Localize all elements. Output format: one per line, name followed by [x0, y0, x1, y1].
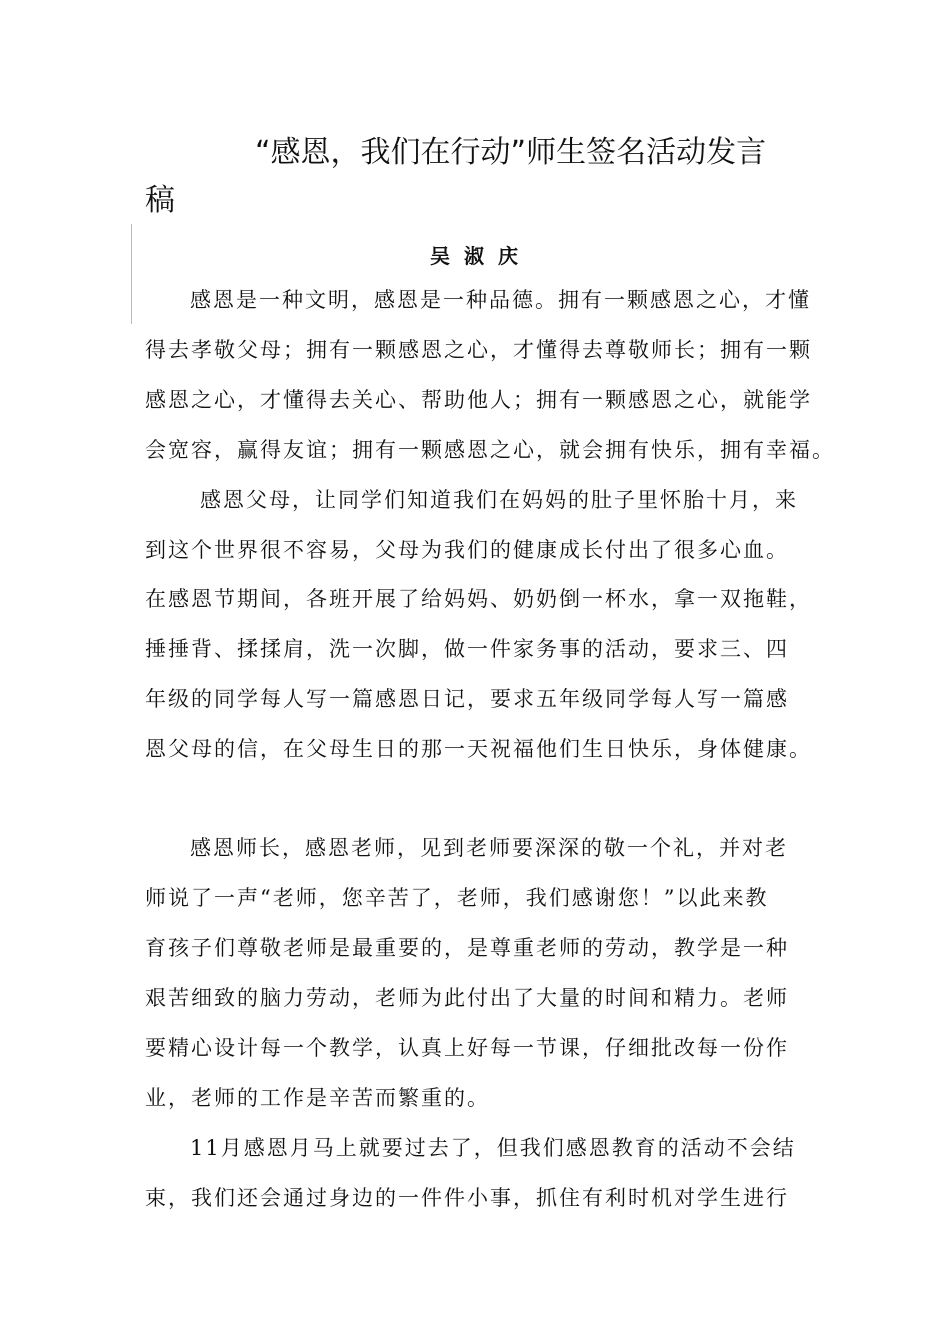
body-line: 在感恩节期间，各班开展了给妈妈、奶奶倒一杯水，拿一双拖鞋， [145, 587, 812, 611]
body-line: 捶捶背、揉揉肩，洗一次脚，做一件家务事的活动，要求三、四 [145, 637, 789, 661]
body-line: 师说了一声“老师，您辛苦了，老师，我们感谢您！”以此来教 [145, 886, 769, 910]
margin-line [131, 224, 132, 324]
body-line: 业，老师的工作是辛苦而繁重的。 [145, 1086, 490, 1110]
body-line: 年级的同学每人写一篇感恩日记，要求五年级同学每人写一篇感 [145, 687, 789, 711]
document-title-line-2: 稿 [145, 183, 175, 218]
body-line: 感恩父母，让同学们知道我们在妈妈的肚子里怀胎十月，来 [200, 488, 798, 512]
body-line: 会宽容，赢得友谊；拥有一颗感恩之心，就会拥有快乐，拥有幸福。 [145, 438, 835, 462]
body-line: 到这个世界很不容易，父母为我们的健康成长付出了很多心血。 [145, 538, 789, 562]
body-line: 艰苦细致的脑力劳动，老师为此付出了大量的时间和精力。老师 [145, 986, 789, 1010]
body-line: 11月感恩月马上就要过去了，但我们感恩教育的活动不会结 [190, 1136, 796, 1160]
body-line: 育孩子们尊敬老师是最重要的，是尊重老师的劳动，教学是一种 [145, 936, 789, 960]
body-line: 感恩师长，感恩老师，见到老师要深深的敬一个礼，并对老 [190, 836, 788, 860]
body-line: 束，我们还会通过身边的一件件小事，抓住有利时机对学生进行 [145, 1186, 789, 1210]
author-name: 吴淑庆 [430, 244, 532, 268]
body-line: 得去孝敬父母；拥有一颗感恩之心，才懂得去尊敬师长；拥有一颗 [145, 338, 812, 362]
body-line: 要精心设计每一个教学，认真上好每一节课，仔细批改每一份作 [145, 1036, 789, 1060]
document-title-line-1: “感恩，我们在行动”师生签名活动发言 [255, 135, 767, 170]
body-line: 感恩是一种文明，感恩是一种品德。拥有一颗感恩之心，才懂 [190, 288, 811, 312]
body-line: 恩父母的信，在父母生日的那一天祝福他们生日快乐，身体健康。 [145, 737, 812, 761]
body-line: 感恩之心，才懂得去关心、帮助他人；拥有一颗感恩之心，就能学 [145, 388, 812, 412]
